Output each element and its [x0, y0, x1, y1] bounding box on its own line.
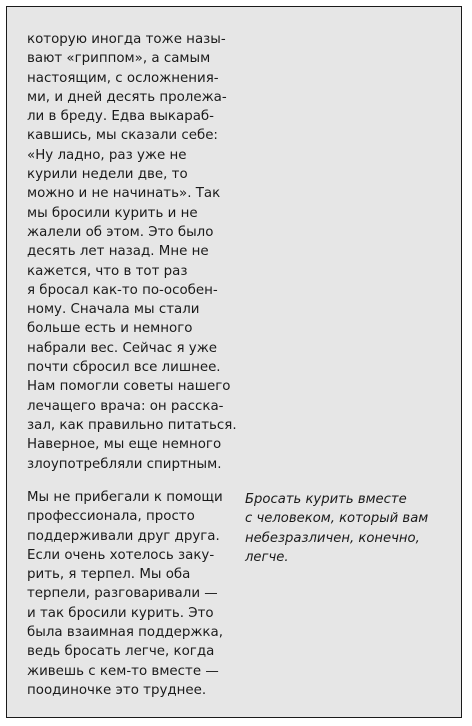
text-line: ному. Сначала мы стали	[27, 302, 200, 318]
text-line: зал, как правильно питаться.	[27, 417, 237, 433]
text-line: злоупотребляли спиртным.	[27, 456, 222, 472]
text-line: поодиночке это труднее.	[27, 682, 207, 698]
text-line: Наверное, мы еще немного	[27, 437, 222, 453]
side-note-line: Бросать курить вместе	[245, 492, 407, 507]
text-line: больше есть и немного	[27, 321, 193, 337]
text-line: «Ну ладно, раз уже не	[27, 147, 187, 163]
text-line: мы бросили курить и не	[27, 205, 198, 221]
text-page-box	[6, 6, 462, 718]
text-line: набрали вес. Сейчас я уже	[27, 340, 218, 356]
paragraph-1	[27, 30, 237, 474]
text-line: и так бросили курить. Это	[27, 605, 214, 621]
text-line: Если очень хотелось заку-	[27, 547, 215, 563]
text-line: ми, и дней десять пролежа-	[27, 89, 227, 105]
side-note-line: небезразличен, конечно,	[245, 530, 420, 546]
paragraph-2	[27, 488, 237, 700]
text-line: кажется, что в тот раз	[27, 263, 188, 279]
text-line: Нам помогли советы нашего	[27, 379, 231, 395]
text-line: терпели, разговаривали —	[27, 586, 218, 602]
side-note-line: с человеком, который вам	[245, 511, 429, 527]
text-line: живешь с кем-то вместе —	[27, 663, 219, 679]
text-line: почти сбросил все лишнее.	[27, 360, 221, 376]
text-line: можно и не начинать». Так	[27, 186, 221, 202]
text-line: поддерживали друг друга.	[27, 528, 220, 544]
text-line: курили недели две, то	[27, 167, 188, 183]
text-line: жалели об этом. Это было	[27, 224, 214, 240]
text-line: которую иногда тоже назы-	[27, 32, 226, 47]
text-line: настоящим, с осложнения-	[27, 70, 219, 86]
text-line: профессионала, просто	[27, 509, 195, 525]
text-line: ли в бреду. Едва выкараб-	[27, 109, 214, 125]
text-line: я бросал как-то по-особен-	[27, 282, 218, 298]
text-line: десять лет назад. Мне не	[27, 244, 209, 260]
text-line: ведь бросать легче, когда	[27, 644, 215, 660]
text-line: Мы не прибегали к помощи	[27, 490, 223, 505]
text-line: вают «гриппом», а самым	[27, 51, 211, 67]
text-line: рить, я терпел. Мы оба	[27, 567, 191, 583]
text-line: лечащего врача: он расска-	[27, 398, 224, 414]
side-note	[245, 490, 455, 567]
text-line: кавшись, мы сказали себе:	[27, 128, 218, 144]
text-line: была взаимная поддержка,	[27, 625, 223, 641]
side-note-line: легче.	[245, 549, 289, 565]
